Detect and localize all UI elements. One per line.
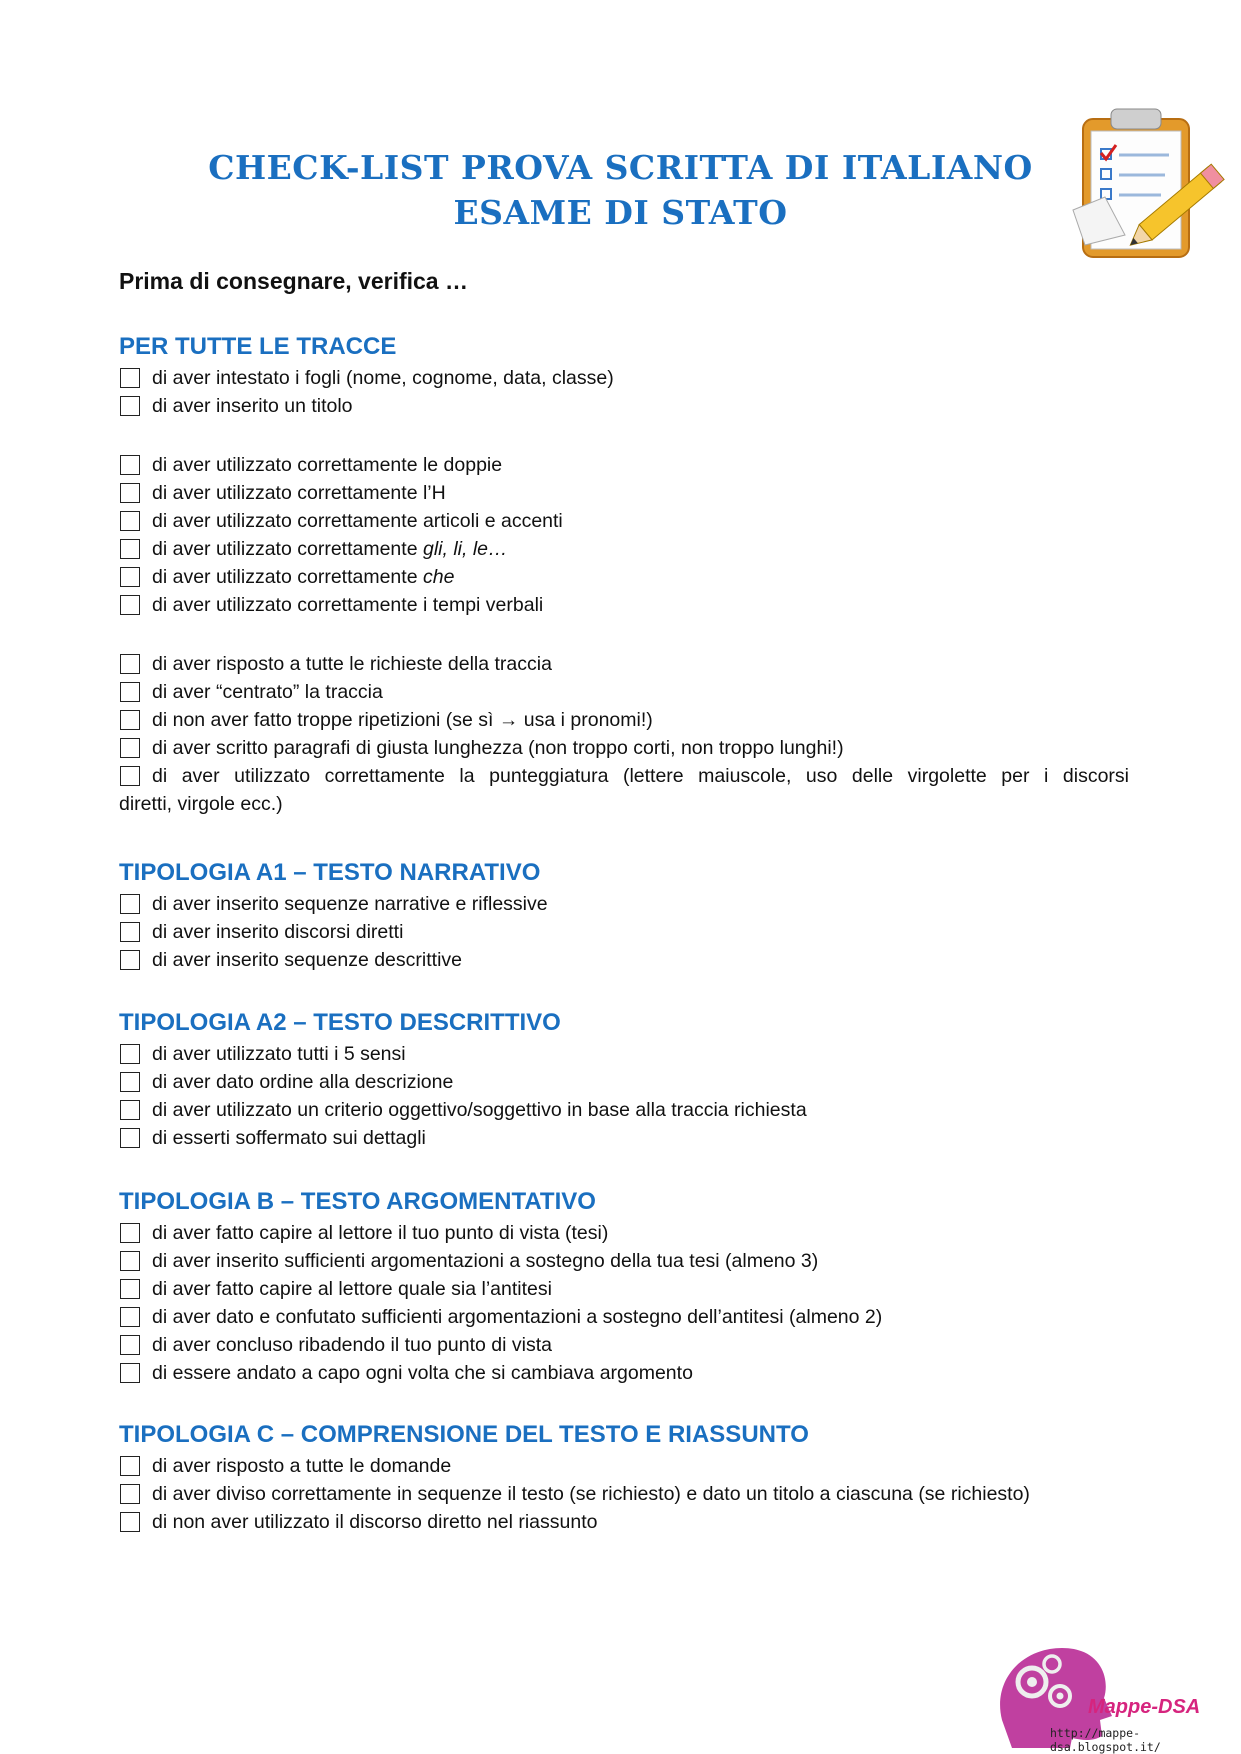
list-item: di aver inserito sequenze narrative e riflessive xyxy=(119,890,1129,918)
checkbox[interactable] xyxy=(120,1100,140,1120)
list-item: di aver utilizzato un criterio oggettivo/soggettivo in base alla traccia richiesta xyxy=(119,1096,1129,1124)
list-item: di essere andato a capo ogni volta che si cambiava argomento xyxy=(119,1359,1129,1387)
list-item: di non aver utilizzato il discorso diretto nel riassunto xyxy=(119,1508,1129,1536)
intro-text: Prima di consegnare, verifica … xyxy=(119,268,468,294)
checkbox[interactable] xyxy=(120,922,140,942)
checkbox[interactable] xyxy=(120,1456,140,1476)
list-item: di esserti soffermato sui dettagli xyxy=(119,1124,1129,1152)
list-item: di non aver fatto troppe ripetizioni (se sì → usa i pronomi!) xyxy=(119,706,1129,734)
section-heading: TIPOLOGIA B – TESTO ARGOMENTATIVO xyxy=(119,1188,596,1215)
checkbox[interactable] xyxy=(120,710,140,730)
checkbox[interactable] xyxy=(120,654,140,674)
checkbox[interactable] xyxy=(120,483,140,503)
section-heading: TIPOLOGIA A1 – TESTO NARRATIVO xyxy=(119,859,541,886)
checkbox[interactable] xyxy=(120,894,140,914)
list-item: di aver fatto capire al lettore il tuo punto di vista (tesi) xyxy=(119,1219,1129,1247)
checkbox[interactable] xyxy=(120,1363,140,1383)
checkbox[interactable] xyxy=(120,595,140,615)
page-title-line1: CHECK-LIST PROVA SCRITTA DI ITALIANO xyxy=(208,148,1033,187)
checkbox[interactable] xyxy=(120,396,140,416)
section-heading: PER TUTTE LE TRACCE xyxy=(119,333,397,360)
section-heading: TIPOLOGIA A2 – TESTO DESCRITTIVO xyxy=(119,1009,561,1036)
list-item: di aver inserito sequenze descrittive xyxy=(119,946,1129,974)
checkbox[interactable] xyxy=(120,738,140,758)
list-item: di aver utilizzato correttamente le doppie xyxy=(119,451,1129,479)
list-item: di aver utilizzato correttamente i tempi verbali xyxy=(119,591,1129,619)
clipboard-icon xyxy=(1065,105,1235,265)
page-title-line2: ESAME DI STATO xyxy=(453,193,788,232)
checkbox[interactable] xyxy=(120,1044,140,1064)
checkbox[interactable] xyxy=(120,1072,140,1092)
arrow-icon: → xyxy=(498,709,519,731)
list-item: di aver utilizzato correttamente che xyxy=(119,563,1129,591)
list-item: di aver diviso correttamente in sequenze il testo (se richiesto) e dato un titolo a ciascuna (se richiesto) xyxy=(119,1480,1129,1508)
list-item: di aver intestato i fogli (nome, cognome, data, classe) xyxy=(119,364,1129,392)
list-item: di aver utilizzato correttamente gli, li, le… xyxy=(119,535,1129,563)
checkbox[interactable] xyxy=(120,455,140,475)
checkbox[interactable] xyxy=(120,1484,140,1504)
checkbox[interactable] xyxy=(120,1223,140,1243)
list-item: di aver fatto capire al lettore quale sia l’antitesi xyxy=(119,1275,1129,1303)
checkbox[interactable] xyxy=(120,1512,140,1532)
checkbox[interactable] xyxy=(120,1307,140,1327)
list-item: di aver utilizzato correttamente articoli e accenti xyxy=(119,507,1129,535)
checkbox[interactable] xyxy=(120,1279,140,1299)
checkbox[interactable] xyxy=(120,539,140,559)
section-heading: TIPOLOGIA C – COMPRENSIONE DEL TESTO E RIASSUNTO xyxy=(119,1421,809,1448)
list-item: di aver utilizzato tutti i 5 sensi xyxy=(119,1040,1129,1068)
list-item: di aver concluso ribadendo il tuo punto di vista xyxy=(119,1331,1129,1359)
list-item: di aver risposto a tutte le richieste della traccia xyxy=(119,650,1129,678)
section-a2 xyxy=(119,1006,1129,1152)
list-item: di aver inserito sufficienti argomentazioni a sostegno della tua tesi (almeno 3) xyxy=(119,1247,1129,1275)
list-item: di aver inserito un titolo xyxy=(119,392,1129,420)
list-item: di aver utilizzato correttamente l’H xyxy=(119,479,1129,507)
checkbox[interactable] xyxy=(120,1251,140,1271)
checkbox[interactable] xyxy=(120,368,140,388)
list-item: di aver inserito discorsi diretti xyxy=(119,918,1129,946)
list-item: di aver “centrato” la traccia xyxy=(119,678,1129,706)
checkbox[interactable] xyxy=(120,766,140,786)
checkbox[interactable] xyxy=(120,1128,140,1148)
logo-url: http://mappe-dsa.blogspot.it/ xyxy=(1050,1726,1161,1754)
section-c xyxy=(119,1418,1129,1536)
logo-name: Mappe-DSA xyxy=(1088,1696,1201,1718)
section-a1 xyxy=(119,856,1129,974)
list-item: di aver scritto paragrafi di giusta lunghezza (non troppo corti, non troppo lunghi!) xyxy=(119,734,1129,762)
list-item: di aver dato ordine alla descrizione xyxy=(119,1068,1129,1096)
checkbox[interactable] xyxy=(120,1335,140,1355)
checkbox[interactable] xyxy=(120,511,140,531)
section-b xyxy=(119,1185,1129,1387)
checkbox[interactable] xyxy=(120,567,140,587)
list-item: di aver utilizzato correttamente la punteggiatura (lettere maiuscole, uso delle virgolette per i discorsi diretti, virgole ecc.) xyxy=(119,765,1129,815)
checkbox[interactable] xyxy=(120,682,140,702)
list-item: di aver dato e confutato sufficienti argomentazioni a sostegno dell’antitesi (almeno 2) xyxy=(119,1303,1129,1331)
section-tutte-le-tracce xyxy=(119,330,1129,818)
list-item: di aver risposto a tutte le domande xyxy=(119,1452,1129,1480)
checkbox[interactable] xyxy=(120,950,140,970)
